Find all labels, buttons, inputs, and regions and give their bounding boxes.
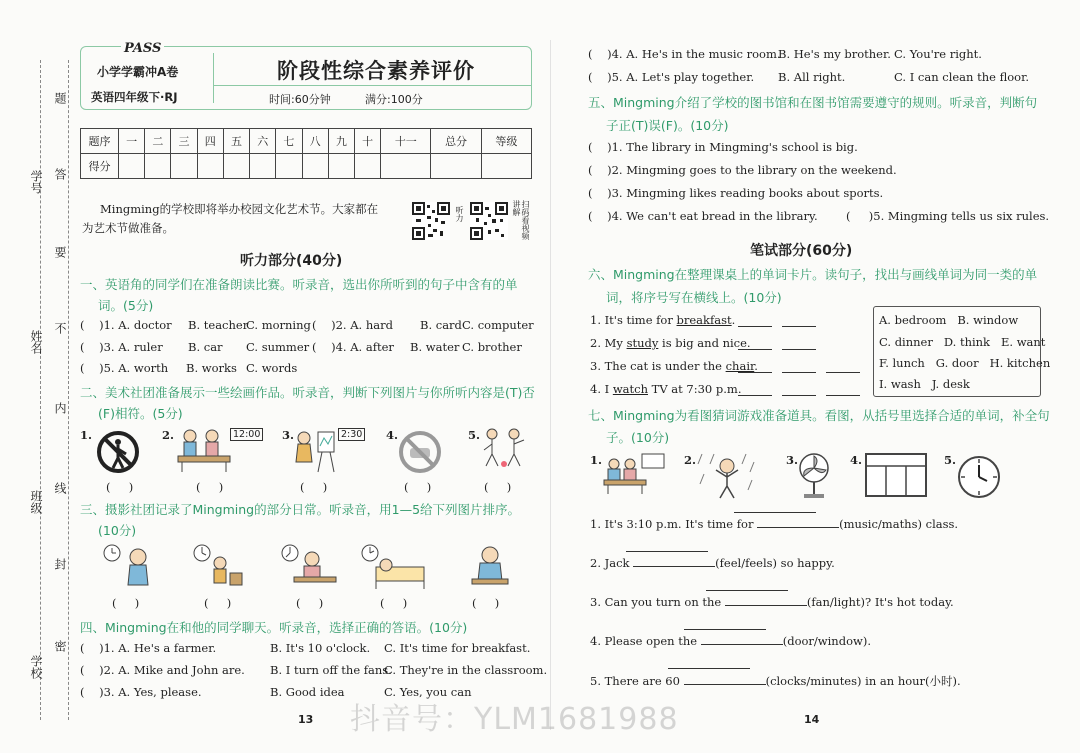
s1-q5: ( )5. A. worth — [80, 361, 169, 375]
watermark-text: 抖音号：YLM1681988 — [350, 702, 679, 737]
s3-answer-4[interactable]: ( ) — [380, 596, 408, 610]
kids-playing-icon — [480, 426, 530, 472]
series-name: 小学学霸冲A卷 — [97, 65, 179, 79]
s6-blank-2a[interactable] — [738, 349, 772, 350]
girl-painting-icon — [292, 426, 338, 474]
table-cell: 九 — [328, 129, 354, 154]
s3-answer-3[interactable]: ( ) — [296, 596, 324, 610]
s2-num-3: 3. — [282, 428, 295, 442]
section-4-title: 四、Mingming在和他的同学聊天。听录音，选择正确的答语。(10分) — [80, 620, 468, 635]
intro-line-2: 为艺术节做准备。 — [82, 221, 174, 235]
section-7-title-cont: 子。(10分) — [606, 430, 670, 445]
no-eating-sign-icon — [398, 430, 442, 474]
s1-q5-c: C. words — [246, 361, 298, 375]
s4-q5-c: C. I can clean the floor. — [894, 70, 1029, 84]
s4-q2: ( )2. A. Mike and John are. — [80, 663, 245, 677]
s6-blank-2b[interactable] — [782, 349, 816, 350]
s1-q5-b: B. works — [186, 361, 237, 375]
section-2-title-cont: (F)相符。(5分) — [98, 406, 183, 421]
s7-num-2: 2. — [684, 453, 697, 467]
section-6-title: 六、Mingming在整理课桌上的单词卡片。读句子，找出与画线单词为同一类的单 — [588, 267, 1038, 282]
score-cell[interactable] — [145, 154, 171, 179]
score-cell[interactable] — [223, 154, 249, 179]
s2-num-2: 2. — [162, 428, 175, 442]
s2-answer-4[interactable]: ( ) — [404, 480, 432, 494]
s5-q3: ( )3. Mingming likes reading books about sports. — [588, 186, 884, 200]
s7-num-5: 5. — [944, 453, 957, 467]
s1-q1-c: C. morning — [246, 318, 311, 332]
student-number-label: 学号 — [29, 170, 43, 194]
s6-blank-4b[interactable] — [782, 395, 816, 396]
section-5-title-cont: 子正(T)误(F)。(10分) — [606, 118, 729, 133]
table-cell: 总分 — [431, 129, 481, 154]
boy-at-farm-icon — [192, 543, 248, 591]
seal-char-3: 要 — [53, 246, 67, 258]
section-7-title: 七、Mingming为看图猜词游戏准备道具。看图，从括号里选择合适的单词，补全句 — [588, 408, 1050, 423]
happy-boy-in-rain-icon — [696, 452, 758, 500]
s5-q1: ( )1. The library in Mingming's school is big. — [588, 140, 858, 154]
s6-q1: 1. It's time for breakfast. — [590, 313, 736, 327]
s2-answer-2[interactable]: ( ) — [196, 480, 224, 494]
score-table-header-row — [81, 129, 532, 154]
score-cell[interactable] — [481, 154, 531, 179]
s1-q2-b: B. card — [420, 318, 462, 332]
s1-q3-b: B. car — [188, 340, 223, 354]
s7-num-1: 1. — [590, 453, 603, 467]
section-1-title: 一、英语角的同学们在准备朗读比赛。听录音，选出你所听到的句子中含有的单 — [80, 277, 518, 292]
no-littering-sign-icon — [96, 430, 140, 474]
score-cell[interactable] — [276, 154, 302, 179]
section-3-title: 三、摄影社团记录了Mingming的部分日常。听录音，用1—5给下列图片排序。 — [80, 502, 521, 517]
s4-q5: ( )5. A. Let's play together. — [588, 70, 755, 84]
table-cell: 五 — [223, 129, 249, 154]
section-3-title-cont: (10分) — [98, 523, 137, 538]
s7-blank-2[interactable] — [633, 566, 715, 567]
s7-blank-1[interactable] — [757, 527, 839, 528]
electric-fan-icon — [796, 452, 832, 500]
s1-q2: ( )2. A. hard — [312, 318, 393, 332]
qr-code-video-icon[interactable] — [470, 202, 508, 240]
s2-answer-1[interactable]: ( ) — [106, 480, 134, 494]
student-name-label: 姓名 — [29, 330, 43, 354]
section-5-title: 五、Mingming介绍了学校的图书馆和在图书馆需要遵守的规则。听录音，判断句 — [588, 95, 1038, 110]
s1-q2-c: C. computer — [462, 318, 534, 332]
word-card-line-4: I. wash J. desk — [879, 377, 970, 391]
s1-q4-b: B. water — [410, 340, 460, 354]
boy-studying-icon — [462, 543, 518, 591]
s5-q2: ( )2. Mingming goes to the library on the weekend. — [588, 163, 897, 177]
qr-label-video: 扫码看视频讲解 — [512, 200, 530, 240]
s6-blank-4c[interactable] — [826, 395, 860, 396]
table-cell: 六 — [250, 129, 276, 154]
s7-q1: 1. It's 3:10 p.m. It's time for (music/maths) class. — [590, 517, 959, 531]
class-label: 班级 — [29, 490, 43, 514]
s7-blank-4[interactable] — [701, 644, 783, 645]
s7-num-3: 3. — [786, 453, 799, 467]
s4-q1-c: C. It's time for breakfast. — [384, 641, 531, 655]
binding-line-left — [40, 60, 41, 720]
school-label: 学校 — [29, 655, 43, 679]
s2-answer-5[interactable]: ( ) — [484, 480, 512, 494]
score-cell[interactable] — [381, 154, 431, 179]
qr-label-listening: 听力 — [455, 206, 464, 222]
students-eating-icon — [176, 426, 232, 474]
s7-blank-5[interactable] — [684, 684, 766, 685]
s2-num-1: 1. — [80, 428, 93, 442]
s4-q4-c: C. You're right. — [894, 47, 982, 61]
word-card-line-3: F. lunch G. door H. kitchen — [879, 356, 1051, 370]
binding-line-right — [68, 60, 69, 720]
word-card-line-1: A. bedroom B. window — [879, 313, 1019, 327]
score-cell[interactable] — [431, 154, 481, 179]
s6-q3: 3. The cat is under the chair. — [590, 359, 758, 373]
boy-with-clock-icon — [100, 543, 160, 591]
s7-q2: 2. Jack (feel/feels) so happy. — [590, 556, 835, 570]
header-rule — [213, 85, 531, 86]
s5-q5: ( )5. Mingming tells us six rules. — [846, 209, 1050, 223]
word-card-box — [873, 306, 1051, 397]
s2-num-5: 5. — [468, 428, 481, 442]
s4-q3: ( )3. A. Yes, please. — [80, 685, 202, 699]
s1-q1-b: B. teacher — [188, 318, 249, 332]
score-cell[interactable] — [354, 154, 380, 179]
s1-q3-c: C. summer — [246, 340, 310, 354]
s2-answer-3[interactable]: ( ) — [300, 480, 328, 494]
section-1-title-cont: 词。(5分) — [98, 298, 154, 313]
table-cell: 等级 — [481, 129, 531, 154]
s1-q1: ( )1. A. doctor — [80, 318, 172, 332]
clock-label-230: 2:30 — [338, 428, 365, 441]
s4-q1-b: B. It's 10 o'clock. — [270, 641, 371, 655]
s4-q3-b: B. Good idea — [270, 685, 345, 699]
s7-blank-3-top — [706, 590, 788, 591]
page-number-left: 13 — [298, 713, 314, 726]
window-icon — [864, 452, 928, 498]
s6-blank-3c[interactable] — [826, 372, 860, 373]
s6-q2: 2. My study is big and nice. — [590, 336, 751, 350]
score-cell[interactable] — [250, 154, 276, 179]
table-cell: 四 — [197, 129, 223, 154]
s7-blank-4-top — [684, 629, 766, 630]
s7-q5: 5. There are 60 (clocks/minutes) in an hour(小时). — [590, 674, 961, 688]
table-cell: 二 — [145, 129, 171, 154]
clock-label-12: 12:00 — [230, 428, 263, 441]
s4-q1: ( )1. A. He's a farmer. — [80, 641, 217, 655]
s4-q4: ( )4. A. He's in the music room. — [588, 47, 781, 61]
s4-q2-c: C. They're in the classroom. — [384, 663, 548, 677]
students-in-class-icon — [602, 452, 666, 496]
score-cell[interactable] — [328, 154, 354, 179]
table-cell: 八 — [302, 129, 328, 154]
s6-blank-3a[interactable] — [738, 372, 772, 373]
s1-q4-c: C. brother — [462, 340, 522, 354]
score-table — [80, 128, 532, 179]
s6-blank-4a[interactable] — [738, 395, 772, 396]
seal-char-8: 密 — [53, 640, 67, 652]
boy-sleeping-icon — [360, 543, 430, 591]
section-2-title: 二、美术社团准备展示一些绘画作品。听录音，判断下列图片与你所听内容是(T)否 — [80, 385, 535, 400]
score-cell[interactable] — [119, 154, 145, 179]
s6-blank-3b[interactable] — [782, 372, 816, 373]
table-cell: 题序 — [81, 129, 119, 154]
score-cell[interactable] — [171, 154, 197, 179]
subject-grade: 英语四年级下·RJ — [91, 90, 178, 104]
writing-heading: 笔试部分(60分) — [750, 243, 853, 259]
listening-heading: 听力部分(40分) — [240, 253, 343, 269]
seal-char-1: 题 — [53, 92, 67, 104]
pass-logo: PASS — [121, 41, 164, 56]
s4-q2-b: B. I turn off the fans. — [270, 663, 392, 677]
s7-blank-2-top — [626, 551, 708, 552]
page-fold — [550, 40, 551, 730]
s7-blank-1-top — [734, 512, 816, 513]
s4-q3-c: C. Yes, you can — [384, 685, 472, 699]
s4-q4-b: B. He's my brother. — [778, 47, 891, 61]
s3-answer-1[interactable]: ( ) — [112, 596, 140, 610]
exam-title: 阶段性综合素养评价 — [277, 59, 475, 83]
table-cell: 得分 — [81, 154, 119, 179]
section-6-title-cont: 词，将序号写在横线上。(10分) — [606, 290, 782, 305]
wall-clock-icon — [956, 454, 1002, 500]
s5-q4: ( )4. We can't eat bread in the library. — [588, 209, 818, 223]
s6-blank-1a[interactable] — [738, 326, 772, 327]
table-cell: 一 — [119, 129, 145, 154]
exam-time: 时间:60分钟 — [269, 93, 331, 106]
qr-code-listening-icon[interactable] — [412, 202, 450, 240]
seal-char-7: 封 — [53, 558, 67, 570]
exam-header — [80, 41, 532, 110]
intro-line-1: Mingming的学校即将举办校园文化艺术节。大家都在 — [100, 202, 379, 216]
seal-char-5: 内 — [53, 402, 67, 414]
s1-q3: ( )3. A. ruler — [80, 340, 163, 354]
s7-q3: 3. Can you turn on the (fan/light)? It's hot today. — [590, 595, 954, 609]
table-cell: 十 — [354, 129, 380, 154]
score-table-score-row — [81, 154, 532, 179]
score-cell[interactable] — [302, 154, 328, 179]
s7-num-4: 4. — [850, 453, 863, 467]
full-score: 满分:100分 — [365, 93, 423, 106]
table-cell: 七 — [276, 129, 302, 154]
seal-char-2: 答 — [53, 168, 67, 180]
s7-q4: 4. Please open the (door/window). — [590, 634, 871, 648]
word-card-line-2: C. dinner D. think E. want — [879, 335, 1046, 349]
s3-answer-2[interactable]: ( ) — [204, 596, 232, 610]
s7-blank-5-top — [668, 668, 750, 669]
s7-blank-3[interactable] — [725, 605, 807, 606]
table-cell: 十一 — [381, 129, 431, 154]
s6-q4: 4. I watch TV at 7:30 p.m. — [590, 382, 742, 396]
boy-eating-icon — [280, 543, 340, 591]
seal-char-4: 不 — [53, 322, 67, 334]
s6-blank-1b[interactable] — [782, 326, 816, 327]
s1-q4: ( )4. A. after — [312, 340, 394, 354]
page-number-right: 14 — [804, 713, 820, 726]
s4-q5-b: B. All right. — [778, 70, 846, 84]
score-cell[interactable] — [197, 154, 223, 179]
divider — [213, 53, 214, 103]
table-cell: 三 — [171, 129, 197, 154]
s3-answer-5[interactable]: ( ) — [472, 596, 500, 610]
s2-num-4: 4. — [386, 428, 399, 442]
seal-char-6: 线 — [53, 482, 67, 494]
